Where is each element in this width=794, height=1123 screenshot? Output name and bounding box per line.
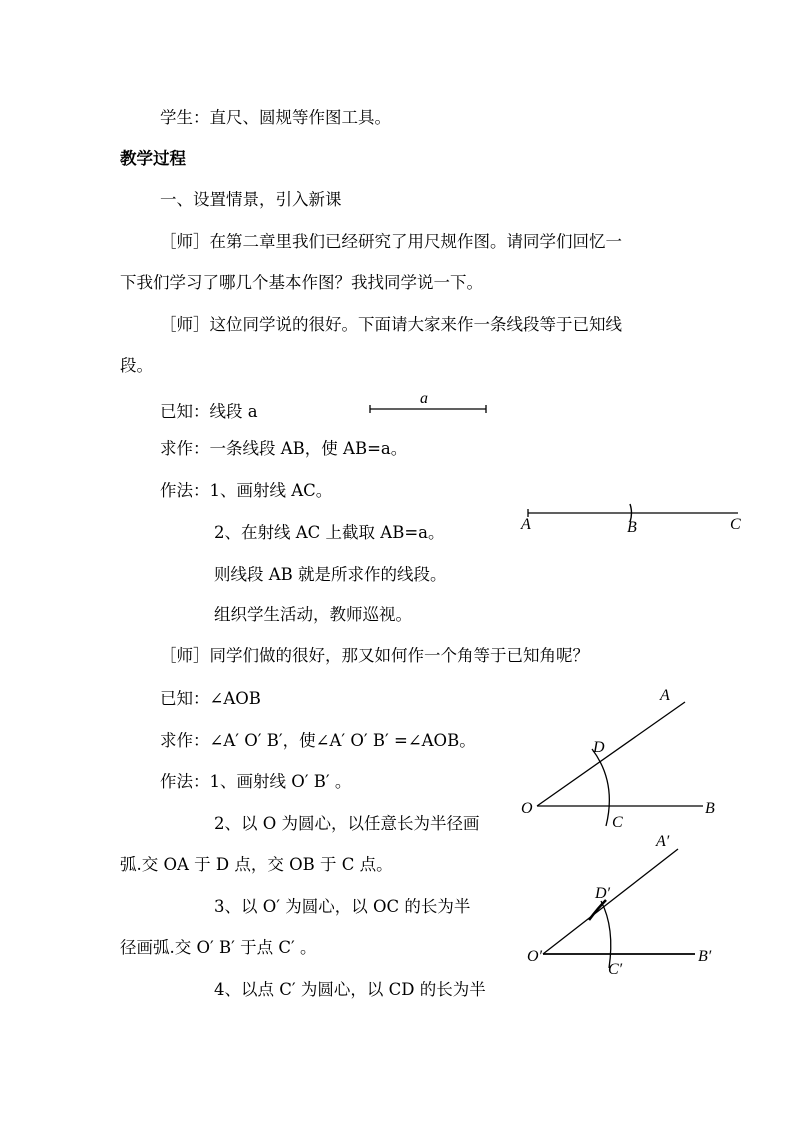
text-line-9: 求作：一条线段 AB，使 AB=a。	[160, 439, 408, 458]
text-line-11: 2、在射线 AC 上截取 AB=a。	[214, 523, 445, 542]
ray-ac-figure	[518, 498, 748, 538]
text-line-3: 一、设置情景，引入新课	[160, 190, 342, 209]
text-line-22: 4、以点 C′ 为圆心，以 CD 的长为半	[214, 980, 486, 999]
segment-a-figure	[365, 388, 495, 418]
angle-a-prime-o-prime-b-prime-figure	[523, 828, 733, 988]
text-line-14: ［师］同学们做的很好，那又如何作一个角等于已知角呢？	[160, 646, 589, 665]
label-c: C	[730, 516, 741, 533]
text-line-8: 已知：线段 a	[160, 402, 258, 421]
label-b-prime: B′	[698, 948, 712, 965]
arc-c-prime	[601, 901, 611, 968]
text-line-10: 作法：1、画射线 AC。	[160, 481, 333, 500]
label-c-prime: C′	[608, 961, 623, 978]
text-line-13: 组织学生活动，教师巡视。	[214, 605, 412, 624]
text-line-1: 学生：直尺、圆规等作图工具。	[160, 108, 391, 127]
text-line-6: ［师］这位同学说的很好。下面请大家来作一条线段等于已知线	[160, 315, 622, 334]
text-line-7: 段。	[120, 356, 153, 375]
section-heading: 教学过程	[120, 149, 186, 168]
text-line-16: 求作：∠A′ O′ B′，使∠A′ O′ B′ =∠AOB。	[160, 731, 476, 750]
label-b: B	[627, 519, 637, 536]
arc-d-prime-mark	[589, 900, 606, 920]
text-line-4: ［师］在第二章里我们已经研究了用尺规作图。请同学们回忆一	[160, 232, 622, 251]
label-d-prime: D′	[595, 885, 611, 902]
label-a-prime: A′	[656, 833, 670, 850]
label-a: A	[521, 516, 531, 533]
segment-a-label: a	[420, 390, 428, 407]
ray-oa	[537, 702, 685, 806]
text-line-20: 3、以 O′ 为圆心，以 OC 的长为半	[214, 897, 471, 916]
label-o-prime: O′	[527, 948, 543, 965]
label-c-point: C	[612, 814, 623, 831]
angle-aob-figure	[515, 682, 735, 832]
text-line-15: 已知：∠AOB	[160, 689, 261, 708]
label-o: O	[521, 800, 533, 817]
label-a-vertex: A	[660, 687, 670, 704]
text-line-18: 2、以 O 为圆心，以任意长为半径画	[214, 814, 480, 833]
text-line-12: 则线段 AB 就是所求作的线段。	[214, 565, 447, 584]
label-d: D	[593, 739, 605, 756]
text-line-21: 径画弧.交 O′ B′ 于点 C′ 。	[120, 938, 317, 957]
label-b-vertex: B	[705, 800, 715, 817]
text-line-19: 弧.交 OA 于 D 点，交 OB 于 C 点。	[120, 855, 393, 874]
text-line-5: 下我们学习了哪几个基本作图？我找同学说一下。	[120, 273, 483, 292]
text-line-17: 作法：1、画射线 O′ B′ 。	[160, 772, 352, 791]
